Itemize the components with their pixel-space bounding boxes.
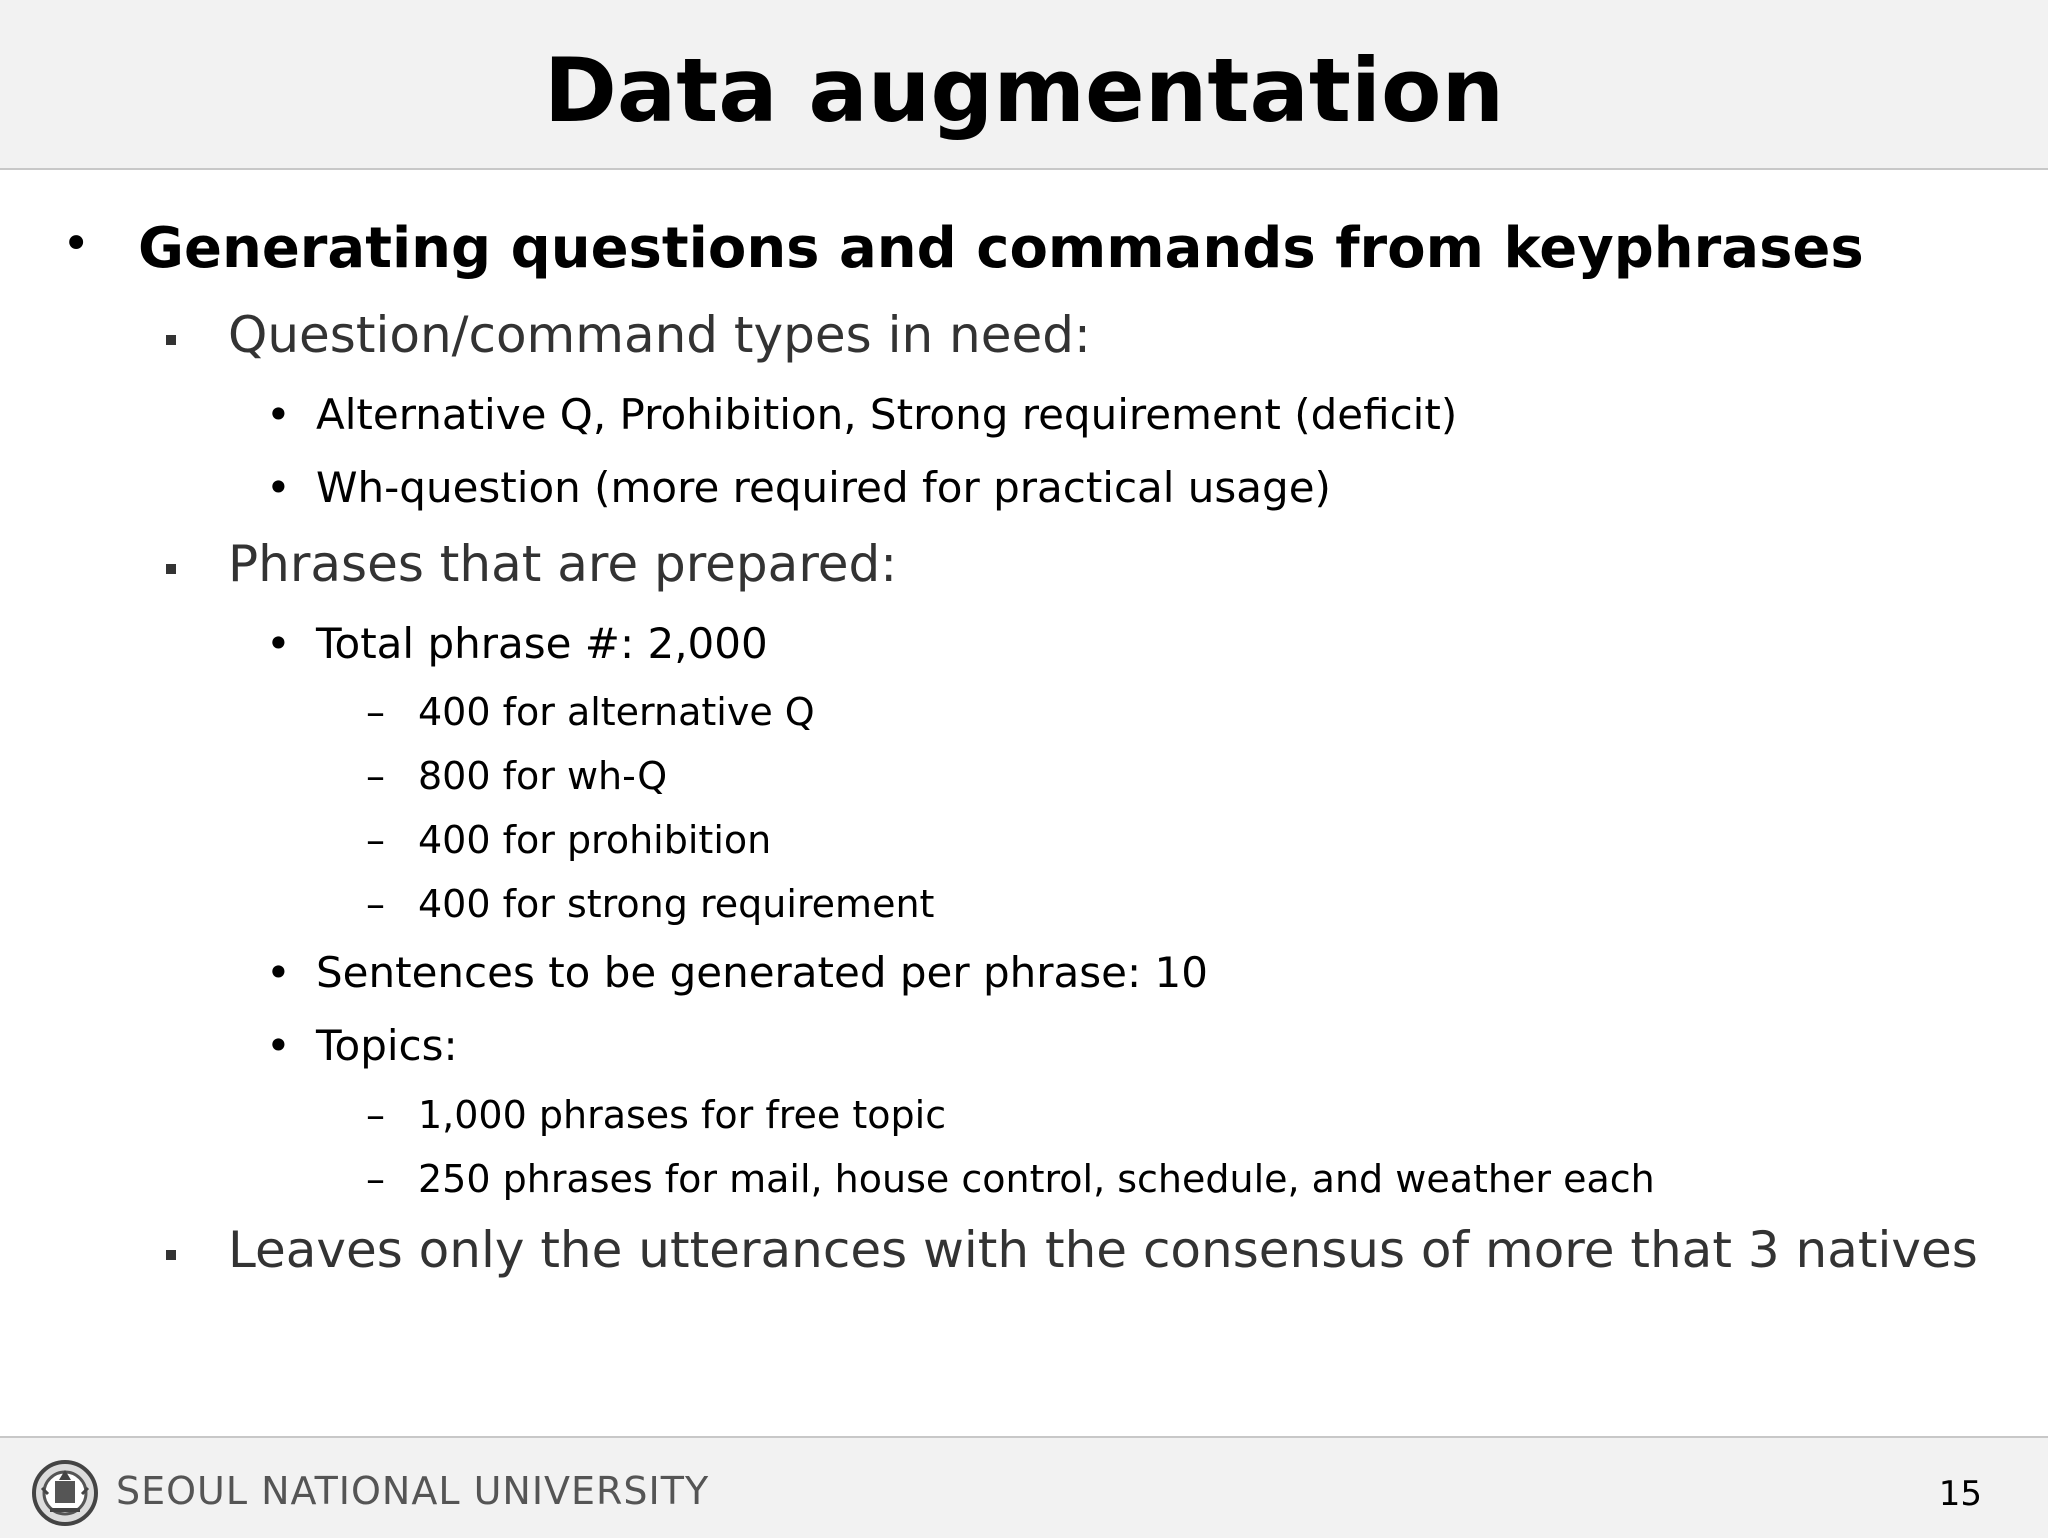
dash-bullet-icon: – bbox=[366, 754, 385, 798]
total-phrase: Total phrase #: 2,000 bbox=[316, 619, 768, 668]
page-number: 15 bbox=[1938, 1474, 1982, 1514]
phrases-heading: Phrases that are prepared: bbox=[228, 535, 898, 593]
total-item-1: 400 for alternative Q bbox=[418, 690, 815, 734]
topics-item-2: 250 phrases for mail, house control, schedule, and weather each bbox=[418, 1157, 1655, 1201]
topics-item-1: 1,000 phrases for free topic bbox=[418, 1093, 947, 1137]
slide-title: Data augmentation bbox=[543, 39, 1505, 142]
square-bullet-icon bbox=[166, 335, 176, 345]
square-bullet-icon bbox=[166, 564, 176, 574]
bullet-dot-icon: • bbox=[62, 216, 91, 272]
types-item-1: Alternative Q, Prohibition, Strong requirement (deficit) bbox=[316, 390, 1458, 439]
sentences-per-phrase: Sentences to be generated per phrase: 10 bbox=[316, 948, 1208, 997]
bullet-dot-icon: • bbox=[266, 1021, 291, 1070]
dash-bullet-icon: – bbox=[366, 1093, 385, 1137]
types-item-2: Wh-question (more required for practical usage) bbox=[316, 463, 1331, 512]
bullet-dot-icon: • bbox=[266, 619, 291, 668]
bullet-dot-icon: • bbox=[266, 463, 291, 512]
bullet-dot-icon: • bbox=[266, 390, 291, 439]
types-heading: Question/command types in need: bbox=[228, 306, 1091, 364]
footer bbox=[0, 1436, 2048, 1538]
dash-bullet-icon: – bbox=[366, 690, 385, 734]
university-emblem-icon bbox=[30, 1458, 100, 1528]
dash-bullet-icon: – bbox=[366, 882, 385, 926]
total-item-4: 400 for strong requirement bbox=[418, 882, 935, 926]
main-bullet: Generating questions and commands from keyphrases bbox=[138, 216, 1864, 281]
consensus: Leaves only the utterances with the consensus of more that 3 natives bbox=[228, 1221, 1978, 1279]
total-item-3: 400 for prohibition bbox=[418, 818, 772, 862]
topics: Topics: bbox=[316, 1021, 458, 1070]
total-item-2: 800 for wh-Q bbox=[418, 754, 668, 798]
square-bullet-icon bbox=[166, 1250, 176, 1260]
university-name: SEOUL NATIONAL UNIVERSITY bbox=[116, 1469, 710, 1513]
dash-bullet-icon: – bbox=[366, 1157, 385, 1201]
bullet-dot-icon: • bbox=[266, 948, 291, 997]
dash-bullet-icon: – bbox=[366, 818, 385, 862]
